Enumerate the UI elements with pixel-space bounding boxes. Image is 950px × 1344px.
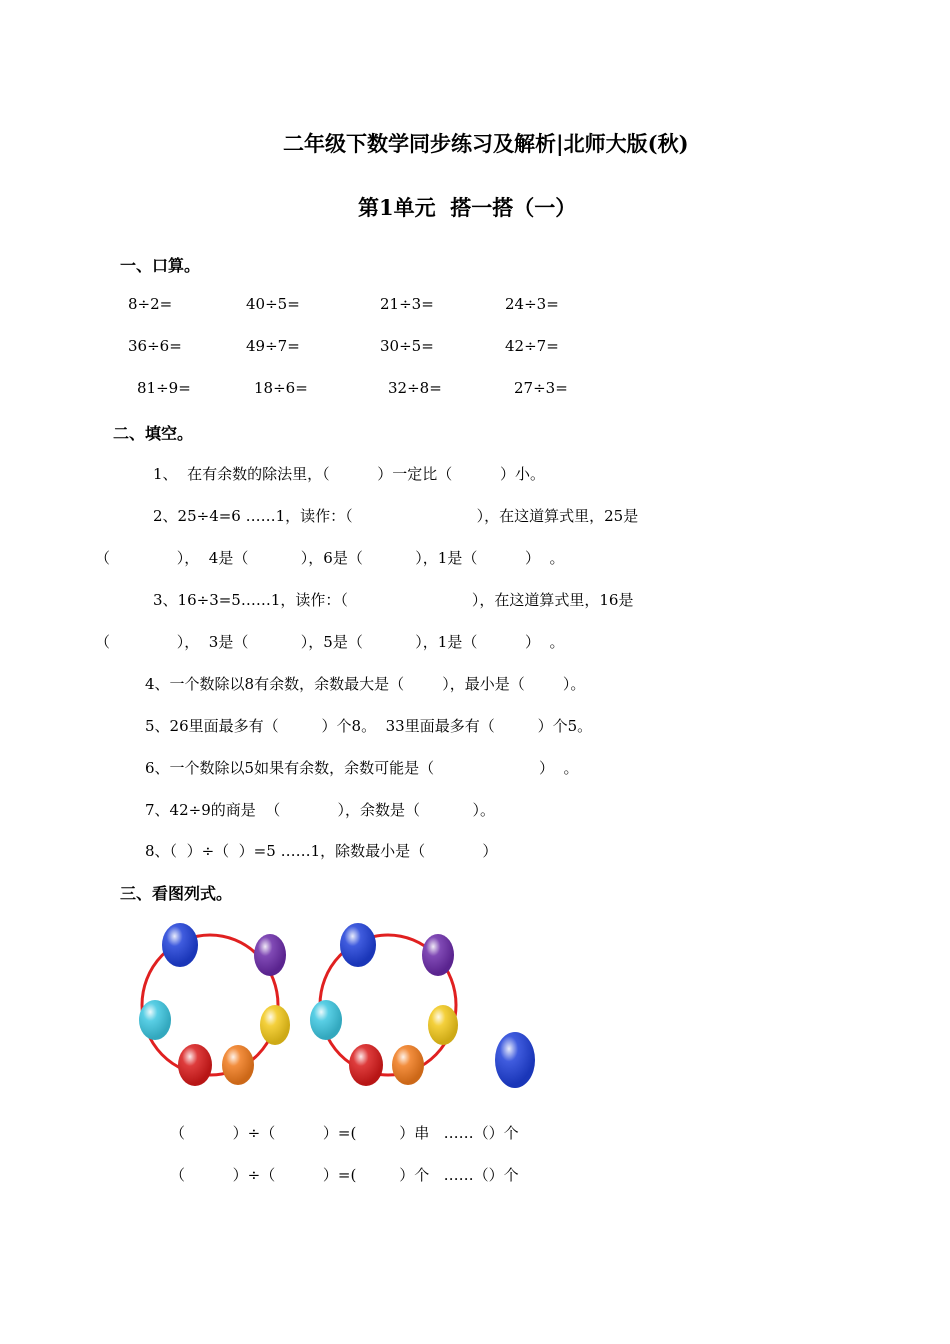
fill-question: （ ）， 3是（ ），5是（ ），1是（ ） 。 (95, 633, 565, 651)
fill-question: （ ）， 4是（ ），6是（ ），1是（ ） 。 (95, 549, 565, 567)
doc-title: 二年级下数学同步练习及解析|北师大版(秋) (283, 131, 689, 156)
fill-question: 4、一个数除以8有余数，余数最大是（ ），最小是（ ）。 (145, 675, 586, 693)
fill-question: 5、26里面最多有（ ）个8。 33里面最多有（ ）个5。 (145, 717, 593, 735)
picture-equation: （ ）÷（ ）=( ）串 ……（）个 (170, 1124, 519, 1142)
bead-5 (349, 1044, 383, 1086)
bead-2 (254, 934, 286, 976)
fill-question: 1、 在有余数的除法里，（ ）一定比（ ）小。 (153, 465, 545, 483)
bead-4 (222, 1045, 254, 1085)
oral-calc-item: 40÷5= (246, 295, 300, 313)
bead-2 (422, 934, 454, 976)
oral-calc-item: 18÷6= (254, 379, 308, 397)
bead-string-1 (139, 923, 290, 1086)
fill-question: 8、（ ）÷（ ）=5 ……1，除数最小是（ ） (145, 842, 498, 860)
bead-3 (428, 1005, 458, 1045)
bead-3 (260, 1005, 290, 1045)
oral-calc-item: 24÷3= (505, 295, 559, 313)
oral-calc-item: 27÷3= (514, 379, 568, 397)
oral-calc-item: 32÷8= (388, 379, 442, 397)
fill-question: 6、一个数除以5如果有余数，余数可能是（ ） 。 (145, 759, 579, 777)
single-bead (495, 1032, 535, 1088)
oral-calc-item: 8÷2= (128, 295, 173, 313)
section2-heading: 二、填空。 (113, 424, 194, 443)
bead-strings-illustration (130, 910, 550, 1100)
unit-title: 第1单元 搭一搭（一） (358, 195, 577, 220)
bead-6 (310, 1000, 342, 1040)
oral-calc-item: 81÷9= (137, 379, 191, 397)
fill-question: 3、16÷3=5……1，读作：（ ），在这道算式里，16是 (153, 591, 634, 609)
oral-calc-item: 30÷5= (380, 337, 434, 355)
oral-calc-item: 36÷6= (128, 337, 182, 355)
oral-calc-item: 49÷7= (246, 337, 300, 355)
section3-heading: 三、看图列式。 (120, 884, 233, 903)
picture-equation: （ ）÷（ ）=( ）个 ……（）个 (170, 1166, 519, 1184)
bead-1 (162, 923, 198, 967)
section1-heading: 一、口算。 (120, 256, 201, 275)
fill-question: 7、42÷9的商是 （ ），余数是（ ）。 (145, 801, 495, 819)
oral-calc-item: 21÷3= (380, 295, 434, 313)
bead-1 (340, 923, 376, 967)
bead-6 (139, 1000, 171, 1040)
bead-string-2 (310, 923, 458, 1086)
fill-question: 2、25÷4=6 ……1，读作：（ ），在这道算式里，25是 (153, 507, 639, 525)
bead-5 (178, 1044, 212, 1086)
bead-4 (392, 1045, 424, 1085)
oral-calc-item: 42÷7= (505, 337, 559, 355)
